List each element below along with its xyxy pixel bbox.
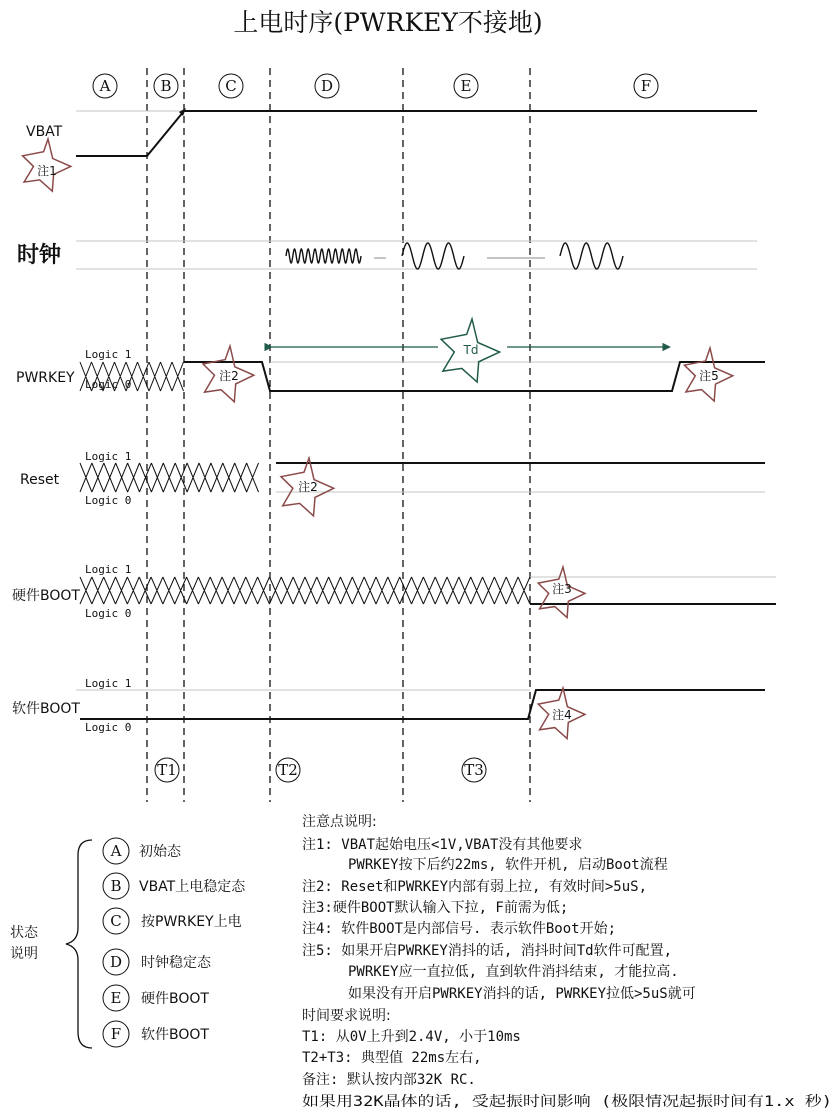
period-label-t2: T2 — [278, 761, 298, 779]
clock-waveform-hwboot — [402, 243, 464, 269]
legend-text-c: 按PWRKEY上电 — [141, 914, 242, 930]
legend-letter-c: C — [110, 912, 122, 930]
note-line-8: 如果没有开启PWRKEY消抖的话, PWRKEY拉低>5uS就可 — [348, 986, 696, 1002]
timing-line-1: T1: 从0V上升到2.4V, 小于10ms — [302, 1029, 521, 1045]
legend-label-line2: 说明 — [10, 946, 38, 962]
signal-label-pwrkey: PWRKEY — [16, 370, 75, 386]
hwboot-logic-high-label: Logic 1 — [85, 563, 132, 576]
timing-line-4: 如果用32K晶体的话, 受起振时间影响 (极限情况起振时间有1.x 秒) — [302, 1094, 740, 1110]
legend-letter-e: E — [110, 989, 122, 1007]
star-note2-label: 注2 — [219, 369, 239, 383]
signal-label-reset: Reset — [20, 472, 60, 488]
pwrkey-waveform — [184, 362, 765, 391]
period-label-t3: T3 — [464, 761, 484, 779]
note-line-5: 注4: 软件BOOT是内部信号. 表示软件Boot开始; — [302, 921, 617, 937]
clock-reference-lines — [76, 241, 757, 269]
star-note3-label: 注3 — [552, 582, 572, 596]
hwboot-logic-low-label: Logic 0 — [85, 607, 132, 620]
pwrkey-logic-low-label: Logic 0 — [85, 378, 132, 391]
note-line-1: 注1: VBAT起始电压<1V,VBAT没有其他要求 — [302, 837, 583, 853]
legend-letter-f: F — [110, 1025, 122, 1043]
note-line-4: 注3:硬件BOOT默认输入下拉, F前需为低; — [302, 900, 569, 916]
legend-letter-b: B — [110, 877, 122, 895]
note-line-7: PWRKEY应一直拉低, 直到软件消抖结束, 才能拉高. — [348, 964, 679, 980]
reset-logic-low-label: Logic 0 — [85, 494, 132, 507]
legend-brace — [66, 840, 92, 1048]
pwrkey-logic-high-label: Logic 1 — [85, 348, 132, 361]
period-label-t1: T1 — [157, 761, 177, 779]
signal-label-swboot: 软件BOOT — [12, 701, 80, 717]
timing-line-3: 备注: 默认按内部32K RC. — [302, 1072, 476, 1088]
timing-heading: 时间要求说明: — [302, 1008, 391, 1024]
period-circles — [155, 758, 486, 782]
phase-label-a: A — [99, 77, 111, 95]
clock-waveform-swboot — [560, 243, 623, 269]
clock-waveform-32k-startup — [286, 249, 361, 263]
phase-label-d: D — [320, 77, 334, 95]
star-note1-label: 注1 — [37, 164, 57, 178]
star-note5-label: 注5 — [699, 369, 719, 383]
swboot-logic-low-label: Logic 0 — [85, 721, 132, 734]
note-line-2: PWRKEY按下后约22ms, 软件开机, 启动Boot流程 — [348, 857, 668, 873]
star-note4-label: 注4 — [552, 708, 572, 722]
swboot-waveform — [80, 690, 765, 719]
legend-text-a: 初始态 — [139, 844, 181, 860]
signal-label-clock: 时钟 — [17, 243, 62, 268]
star-reset-note2-label: 注2 — [298, 480, 318, 494]
phase-label-b: B — [160, 77, 172, 95]
notes-heading: 注意点说明: — [302, 814, 377, 830]
phase-dividers — [147, 68, 530, 802]
signal-label-vbat: VBAT — [26, 124, 63, 140]
signal-label-hwboot: 硬件BOOT — [12, 588, 80, 604]
phase-label-c: C — [225, 77, 237, 95]
legend-letter-a: A — [110, 842, 122, 860]
legend-text-f: 软件BOOT — [141, 1027, 209, 1043]
legend-text-d: 时钟稳定态 — [141, 955, 211, 971]
note-line-3: 注2: Reset和PWRKEY内部有弱上拉, 有效时间>5uS, — [302, 879, 648, 895]
diagram-title: 上电时序(PWRKEY不接地) — [233, 8, 543, 37]
phase-label-f: F — [640, 77, 652, 95]
swboot-logic-high-label: Logic 1 — [85, 677, 132, 690]
legend-circles — [103, 838, 129, 1047]
star-td-label: Td — [463, 343, 479, 357]
reset-undefined-state — [80, 463, 259, 492]
timing-line-2: T2+T3: 典型值 22ms左右, — [302, 1050, 482, 1066]
reset-logic-high-label: Logic 1 — [85, 450, 132, 463]
legend-label-line1: 状态 — [10, 925, 38, 941]
clock-waveforms — [286, 243, 623, 269]
legend-text-e: 硬件BOOT — [141, 991, 209, 1007]
phase-labels — [93, 74, 658, 98]
note-line-6: 注5: 如果开启PWRKEY消抖的话, 消抖时间Td软件可配置, — [302, 943, 673, 959]
legend-letter-d: D — [109, 953, 123, 971]
legend-text-b: VBAT上电稳定态 — [139, 879, 246, 895]
vbat-waveform — [76, 111, 757, 156]
phase-label-e: E — [460, 77, 472, 95]
